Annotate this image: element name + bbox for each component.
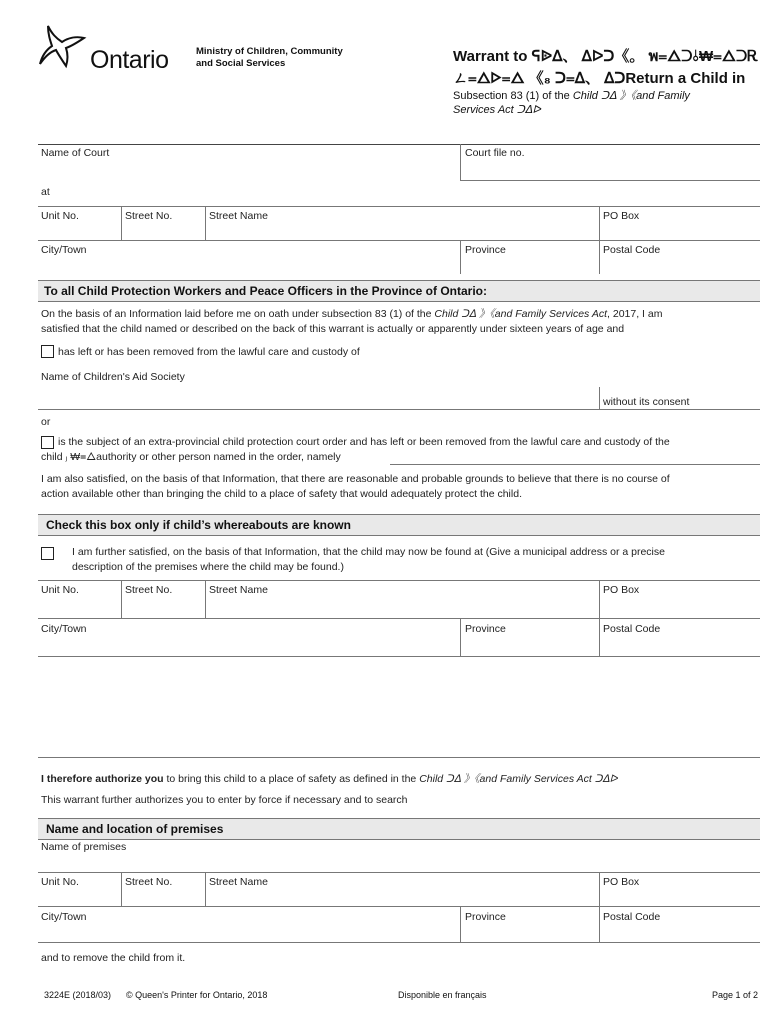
ministry-name: Ministry of Children, Community and Social Services: [196, 46, 343, 69]
at-label: at: [41, 186, 50, 198]
section-heading-all-workers: To all Child Protection Workers and Peace Officers in the Province of Ontario:: [38, 280, 760, 302]
whereabouts-unit-label: Unit No.: [41, 584, 79, 596]
premises-postal-label: Postal Code: [603, 911, 661, 923]
premises-city-label: City/Town: [41, 911, 87, 923]
society-name-input[interactable]: [40, 392, 600, 410]
option-removed-text: has left or has been removed from the lawful care and custody of: [58, 346, 360, 358]
page-number: Page 1 of 2: [712, 990, 759, 1000]
premises-po-box-label: PO Box: [603, 876, 640, 888]
premises-name-input[interactable]: [40, 856, 760, 872]
ontario-logo: [38, 24, 188, 76]
whereabouts-po-box-label: PO Box: [603, 584, 640, 596]
premises-street-name-label: Street Name: [209, 876, 268, 888]
premises-name-label: Name of premises: [41, 841, 127, 853]
whereabouts-province-label: Province: [465, 623, 506, 635]
authorize-paragraph: I therefore authorize you to bring this child to a place of safety as defined in the Child ᑐᐃ 》《and Family Services Act ᑐᐃᐅ This warrant further authorizes you to enter by force if necessary and to search: [41, 773, 618, 806]
section-heading-whereabouts: Check this box only if child’s whereabouts are known: [38, 514, 760, 536]
court-name-label: Name of Court: [41, 147, 110, 159]
society-label: Name of Children's Aid Society: [41, 371, 185, 383]
brand-name: Ontario: [90, 46, 169, 74]
without-consent-text: without its consent: [603, 396, 690, 408]
form-subtitle: Subsection 83 (1) of the Child ᑐᐃ 》《and Family Services Act ᑐᐃᐅ: [453, 90, 690, 116]
premises-street-no-label: Street No.: [125, 876, 173, 888]
court-po-box-label: PO Box: [603, 210, 640, 222]
whereabouts-street-no-label: Street No.: [125, 584, 173, 596]
court-province-label: Province: [465, 244, 506, 256]
or-label: or: [41, 416, 51, 428]
premises-unit-label: Unit No.: [41, 876, 79, 888]
court-name-input[interactable]: [40, 162, 460, 180]
court-unit-label: Unit No.: [41, 210, 79, 222]
option-extra-provincial-text: is the subject of an extra-provincial child protection court order and has left or been removed from the lawful care and custody of the child ⱼ ₩᐀ᐃauthority or other person named in the order, namely: [41, 436, 670, 463]
remove-child-text: and to remove the child from it.: [41, 952, 186, 964]
whereabouts-city-label: City/Town: [41, 623, 87, 635]
also-satisfied-paragraph: I am also satisfied, on the basis of that Information, that there are reasonable and probable grounds to believe that there is no course of action available other than bringing the child to a place of safety that would adequately protect the child.: [41, 473, 670, 500]
section-heading-premises: Name and location of premises: [38, 818, 760, 840]
basis-paragraph: On the basis of an Information laid before me on oath under subsection 83 (1) of the Child ᑐᐃ 》《and Family Services Act, 2017, I am satisfied that the child named or described on the back of this warrant is actually or apparently under sixteen years of age and: [41, 308, 663, 335]
court-file-input[interactable]: [464, 162, 762, 180]
whereabouts-postal-label: Postal Code: [603, 623, 661, 635]
namely-input[interactable]: [392, 449, 762, 465]
option-removed-checkbox[interactable]: [41, 345, 54, 358]
premises-province-label: Province: [465, 911, 506, 923]
court-street-no-label: Street No.: [125, 210, 173, 222]
court-file-label: Court file no.: [465, 147, 525, 159]
court-city-label: City/Town: [41, 244, 87, 256]
court-street-name-label: Street Name: [209, 210, 268, 222]
whereabouts-text: I am further satisfied, on the basis of that Information, that the child may now be found at (Give a municipal address or a precise description of the premises where the child may be found.): [72, 546, 665, 573]
whereabouts-checkbox[interactable]: [41, 547, 54, 560]
court-postal-label: Postal Code: [603, 244, 661, 256]
form-number: 3224E (2018/03): [44, 990, 112, 1000]
form-title: Warrant to ᕋᐉᐃ、 ᐃᐅᑐ《。 พ᐀ᐃᑐ⫰₩᐀ᐃᑐᎡ ㄥ᐀ᐃᐅ᐀ᐃ 《₈ ᑐ᐀ᐃ、 ᐃᑐReturn a Child in: [453, 48, 759, 87]
trillium-icon: [38, 24, 88, 70]
whereabouts-street-name-label: Street Name: [209, 584, 268, 596]
french-available-link[interactable]: Disponible en français: [398, 990, 487, 1000]
copyright-text: © Queen's Printer for Ontario, 2018: [126, 990, 268, 1000]
option-extra-provincial-checkbox[interactable]: [41, 436, 54, 449]
